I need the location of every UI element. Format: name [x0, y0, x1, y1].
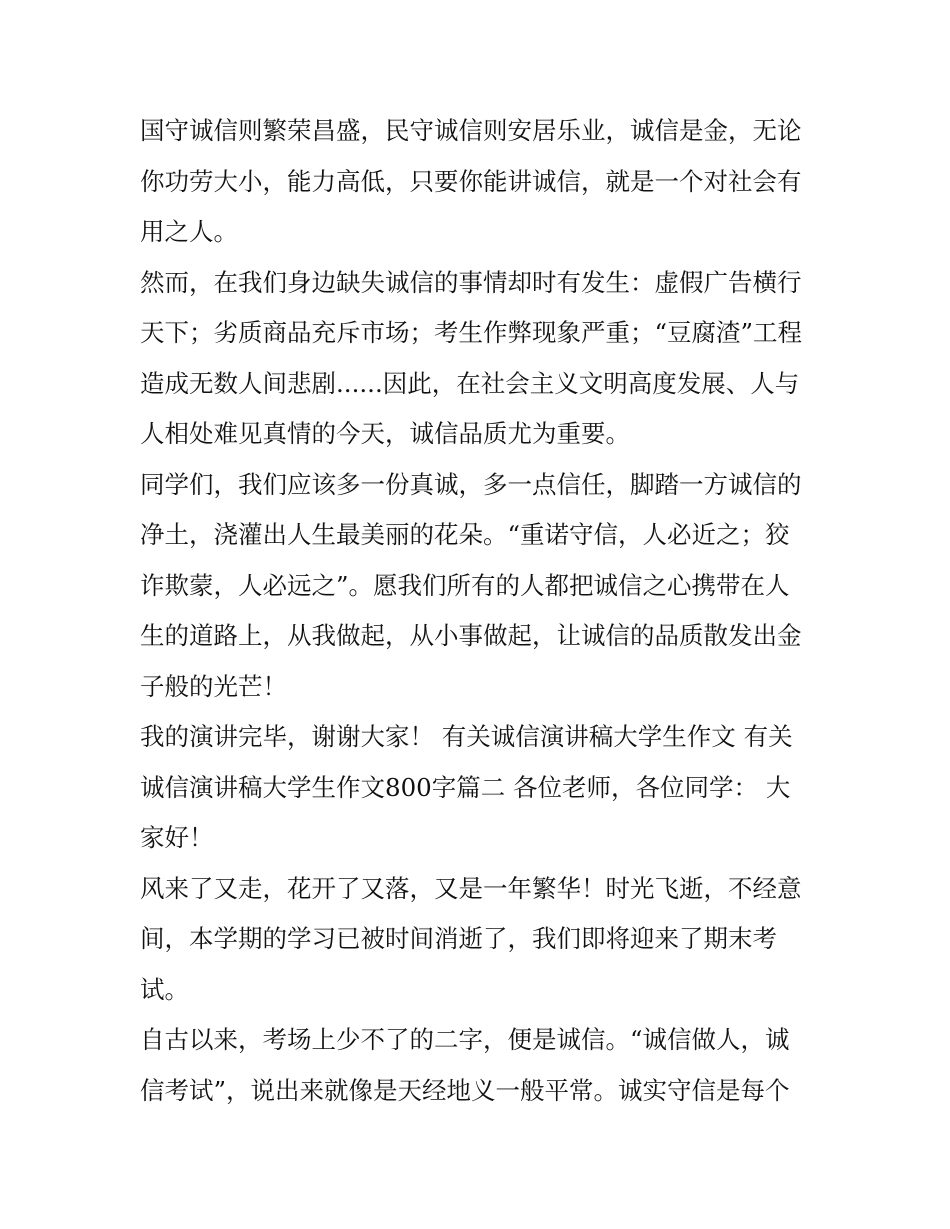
text-line-11: 生的道路上，从我做起，从小事做起，让诚信的品质散发出金	[140, 621, 802, 650]
text-line-3: 用之人。	[140, 217, 238, 246]
text-line-7: 人相处难见真情的今天，诚信品质尤为重要。	[140, 419, 630, 448]
text-line-13: 我的演讲完毕，谢谢大家！ 有关诚信演讲稿大学生作文 有关	[140, 722, 793, 751]
text-line-17: 间，本学期的学习已被时间消逝了，我们即将迎来了期末考	[140, 924, 777, 953]
text-line-16: 风来了又走，花开了又落，又是一年繁华！时光飞逝，不经意	[140, 873, 802, 903]
text-line-4: 然而，在我们身边缺失诚信的事情却时有发生：虚假广告横行	[140, 267, 802, 297]
text-line-5: 天下；劣质商品充斥市场；考生作弊现象严重；“豆腐渣”工程	[140, 318, 803, 347]
text-line-9: 净土，浇灌出人生最美丽的花朵。“重诺守信，人必近之；狡	[140, 520, 790, 549]
text-line-12: 子般的光芒！	[140, 671, 287, 701]
text-line-6: 造成无数人间悲剧......因此，在社会主义文明高度发展、人与	[140, 368, 800, 398]
text-line-18: 试。	[140, 974, 189, 1004]
text-line-10: 诈欺蒙，人必远之”。愿我们所有的人都把诚信之心携带在人	[140, 570, 790, 600]
text-line-2: 你功劳大小，能力高低，只要你能讲诚信，就是一个对社会有	[140, 166, 802, 196]
text-line-20: 信考试”，说出来就像是天经地义一般平常。诚实守信是每个	[140, 1075, 790, 1105]
text-line-8: 同学们，我们应该多一份真诚，多一点信任，脚踏一方诚信的	[140, 469, 802, 499]
text-line-14: 诚信演讲稿大学生作文800字篇二 各位老师，各位同学： 大	[140, 772, 791, 802]
text-line-19: 自古以来，考场上少不了的二字，便是诚信。“诚信做人，诚	[140, 1025, 790, 1054]
body-text	[140, 106, 812, 1116]
text-line-15: 家好！	[140, 823, 214, 852]
text-line-1: 国守诚信则繁荣昌盛，民守诚信则安居乐业，诚信是金，无论	[140, 116, 802, 145]
